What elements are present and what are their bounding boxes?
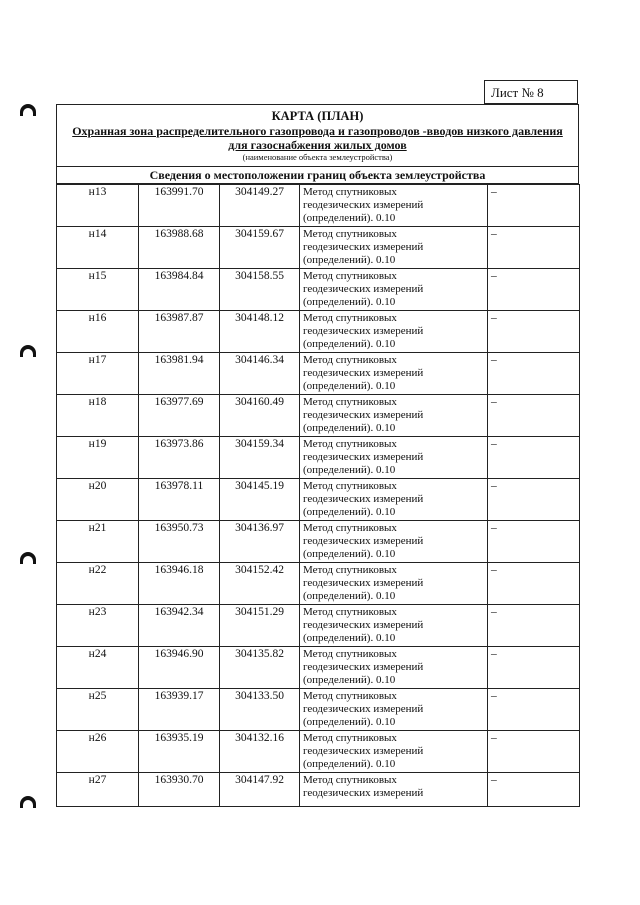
method-line-3: (определений). 0.10 [303,422,396,434]
x-coordinate-cell [139,395,220,437]
point-name: н21 [88,522,107,534]
y-coordinate-cell [220,395,300,437]
x-coordinate-cell [139,521,220,563]
method-cell [300,269,488,311]
point-name-cell [57,773,139,807]
description-cell [488,311,580,353]
description-value: – [491,480,497,492]
y-coordinate: 304145.19 [235,480,284,492]
document-title: КАРТА (ПЛАН) [271,109,364,123]
table-row [57,521,580,563]
x-coordinate: 163939.17 [154,690,204,702]
table-row [57,731,580,773]
point-name: н17 [88,354,107,366]
x-coordinate: 163950.73 [154,522,204,534]
point-name: н20 [88,480,107,492]
x-coordinate-cell [139,227,220,269]
description-cell [488,437,580,479]
method-line-2: геодезических измерений [303,283,424,295]
table-row [57,773,580,807]
method-cell [300,479,488,521]
method-line-2: геодезических измерений [303,451,424,463]
method-line-3: (определений). 0.10 [303,506,396,518]
x-coordinate-cell [139,269,220,311]
y-coordinate: 304146.34 [235,354,284,366]
x-coordinate: 163930.70 [154,774,204,786]
y-coordinate: 304135.82 [235,648,284,660]
y-coordinate-cell [220,605,300,647]
method-cell [300,227,488,269]
method-line-3: (определений). 0.10 [303,464,396,476]
x-coordinate-cell [139,437,220,479]
description-value: – [491,354,497,366]
table-row [57,227,580,269]
method-cell [300,521,488,563]
description-cell [488,731,580,773]
method-line-1: Метод спутниковых [303,228,397,240]
point-name-cell [57,731,139,773]
description-cell [488,479,580,521]
method-line-1: Метод спутниковых [303,732,397,744]
table-row [57,647,580,689]
y-coordinate: 304160.49 [235,396,284,408]
y-coordinate: 304148.12 [235,312,284,324]
point-name: н18 [88,396,107,408]
method-line-2: геодезических измерений [303,745,424,757]
method-line-1: Метод спутниковых [303,438,397,450]
point-name-cell [57,227,139,269]
boundary-points-table [56,184,580,807]
description-cell [488,185,580,227]
y-coordinate-cell [220,311,300,353]
method-line-1: Метод спутниковых [303,522,397,534]
table-row [57,185,580,227]
description-value: – [491,732,497,744]
description-cell [488,269,580,311]
method-line-1: Метод спутниковых [303,270,397,282]
description-value: – [491,396,497,408]
method-line-3: (определений). 0.10 [303,296,396,308]
y-coordinate: 304159.34 [235,438,284,450]
x-coordinate: 163978.11 [154,480,204,492]
table-row [57,479,580,521]
x-coordinate-cell [139,773,220,807]
title-block [56,104,579,167]
binder-punch-mark [20,104,36,116]
x-coordinate: 163987.87 [154,312,204,324]
method-cell [300,731,488,773]
method-line-1: Метод спутниковых [303,480,397,492]
method-line-2: геодезических измерений [303,577,424,589]
method-line-3: (определений). 0.10 [303,338,396,350]
method-line-2: геодезических измерений [303,241,424,253]
description-value: – [491,648,497,660]
object-name-caption: (наименование объекта землеустройства) [242,152,393,162]
method-line-3: (определений). 0.10 [303,632,396,644]
y-coordinate-cell [220,227,300,269]
method-cell [300,563,488,605]
point-name-cell [57,395,139,437]
table-row [57,563,580,605]
binder-punch-mark [20,796,36,808]
y-coordinate: 304158.55 [235,270,284,282]
point-name-cell [57,437,139,479]
y-coordinate-cell [220,185,300,227]
x-coordinate-cell [139,731,220,773]
point-name-cell [57,269,139,311]
x-coordinate-cell [139,479,220,521]
method-line-1: Метод спутниковых [303,354,397,366]
y-coordinate: 304132.16 [235,732,284,744]
method-line-1: Метод спутниковых [303,606,397,618]
method-line-2: геодезических измерений [303,703,424,715]
y-coordinate: 304149.27 [235,186,284,198]
x-coordinate: 163977.69 [154,396,204,408]
point-name-cell [57,563,139,605]
y-coordinate: 304152.42 [235,564,284,576]
point-name-cell [57,479,139,521]
y-coordinate-cell [220,773,300,807]
point-name: н25 [88,690,107,702]
method-cell [300,689,488,731]
method-line-2: геодезических измерений [303,787,424,799]
table-row [57,269,580,311]
method-line-2: геодезических измерений [303,535,424,547]
method-line-1: Метод спутниковых [303,186,397,198]
method-line-2: геодезических измерений [303,661,424,673]
point-name-cell [57,647,139,689]
x-coordinate-cell [139,353,220,395]
method-line-3: (определений). 0.10 [303,716,396,728]
point-name: н15 [88,270,107,282]
method-cell [300,395,488,437]
description-value: – [491,774,497,786]
point-name-cell [57,185,139,227]
object-name-line-2: для газоснабжения жилых домов [228,138,407,152]
point-name-cell [57,605,139,647]
method-line-3: (определений). 0.10 [303,212,396,224]
x-coordinate-cell [139,647,220,689]
method-line-3: (определений). 0.10 [303,380,396,392]
x-coordinate-cell [139,563,220,605]
point-name: н24 [88,648,107,660]
description-value: – [491,438,497,450]
x-coordinate: 163935.19 [154,732,204,744]
description-cell [488,689,580,731]
description-value: – [491,564,497,576]
description-value: – [491,522,497,534]
point-name-cell [57,353,139,395]
y-coordinate: 304147.92 [235,774,284,786]
method-line-1: Метод спутниковых [303,312,397,324]
y-coordinate-cell [220,479,300,521]
section-heading: Сведения о местоположении границ объекта землеустройства [56,167,579,184]
point-name: н22 [88,564,107,576]
point-name: н27 [88,774,107,786]
y-coordinate-cell [220,563,300,605]
method-line-1: Метод спутниковых [303,648,397,660]
description-value: – [491,690,497,702]
method-line-3: (определений). 0.10 [303,548,396,560]
table-row [57,311,580,353]
y-coordinate-cell [220,353,300,395]
method-cell [300,185,488,227]
x-coordinate: 163988.68 [154,228,204,240]
x-coordinate-cell [139,689,220,731]
method-line-3: (определений). 0.10 [303,758,396,770]
y-coordinate: 304159.67 [235,228,284,240]
point-name-cell [57,689,139,731]
x-coordinate-cell [139,311,220,353]
description-cell [488,773,580,807]
method-line-2: геодезических измерений [303,619,424,631]
object-name-line-1: Охранная зона распределительного газопровода и газопроводов -вводов низкого давления [72,124,563,138]
method-cell [300,647,488,689]
x-coordinate: 163942.34 [154,606,204,618]
y-coordinate-cell [220,647,300,689]
method-cell [300,353,488,395]
description-value: – [491,606,497,618]
description-cell [488,395,580,437]
table-row [57,689,580,731]
description-cell [488,605,580,647]
method-line-1: Метод спутниковых [303,564,397,576]
point-name: н16 [88,312,107,324]
sheet-number: Лист № 8 [484,80,578,104]
method-cell [300,311,488,353]
description-cell [488,647,580,689]
point-name: н23 [88,606,107,618]
x-coordinate: 163946.18 [154,564,204,576]
method-line-2: геодезических измерений [303,367,424,379]
y-coordinate-cell [220,731,300,773]
x-coordinate: 163946.90 [154,648,204,660]
method-line-3: (определений). 0.10 [303,254,396,266]
method-line-1: Метод спутниковых [303,774,397,786]
method-line-3: (определений). 0.10 [303,674,396,686]
y-coordinate-cell [220,521,300,563]
method-line-1: Метод спутниковых [303,396,397,408]
method-cell [300,773,488,807]
x-coordinate: 163981.94 [154,354,204,366]
method-line-1: Метод спутниковых [303,690,397,702]
point-name-cell [57,521,139,563]
x-coordinate: 163984.84 [154,270,204,282]
table-row [57,395,580,437]
table-row [57,353,580,395]
table-row [57,437,580,479]
method-cell [300,605,488,647]
description-cell [488,563,580,605]
y-coordinate-cell [220,689,300,731]
y-coordinate-cell [220,437,300,479]
y-coordinate-cell [220,269,300,311]
point-name: н13 [88,186,107,198]
table-row [57,605,580,647]
method-line-2: геодезических измерений [303,199,424,211]
binder-punch-mark [20,552,36,564]
x-coordinate-cell [139,605,220,647]
y-coordinate: 304133.50 [235,690,284,702]
method-line-2: геодезических измерений [303,325,424,337]
y-coordinate: 304136.97 [235,522,284,534]
method-line-2: геодезических измерений [303,493,424,505]
method-line-2: геодезических измерений [303,409,424,421]
description-cell [488,521,580,563]
description-value: – [491,228,497,240]
x-coordinate: 163973.86 [154,438,204,450]
description-value: – [491,186,497,198]
y-coordinate: 304151.29 [235,606,284,618]
description-value: – [491,270,497,282]
description-cell [488,227,580,269]
point-name: н26 [88,732,107,744]
point-name: н14 [88,228,107,240]
x-coordinate: 163991.70 [154,186,204,198]
method-cell [300,437,488,479]
method-line-3: (определений). 0.10 [303,590,396,602]
point-name-cell [57,311,139,353]
description-value: – [491,312,497,324]
description-cell [488,353,580,395]
binder-punch-mark [20,345,36,357]
point-name: н19 [88,438,107,450]
x-coordinate-cell [139,185,220,227]
